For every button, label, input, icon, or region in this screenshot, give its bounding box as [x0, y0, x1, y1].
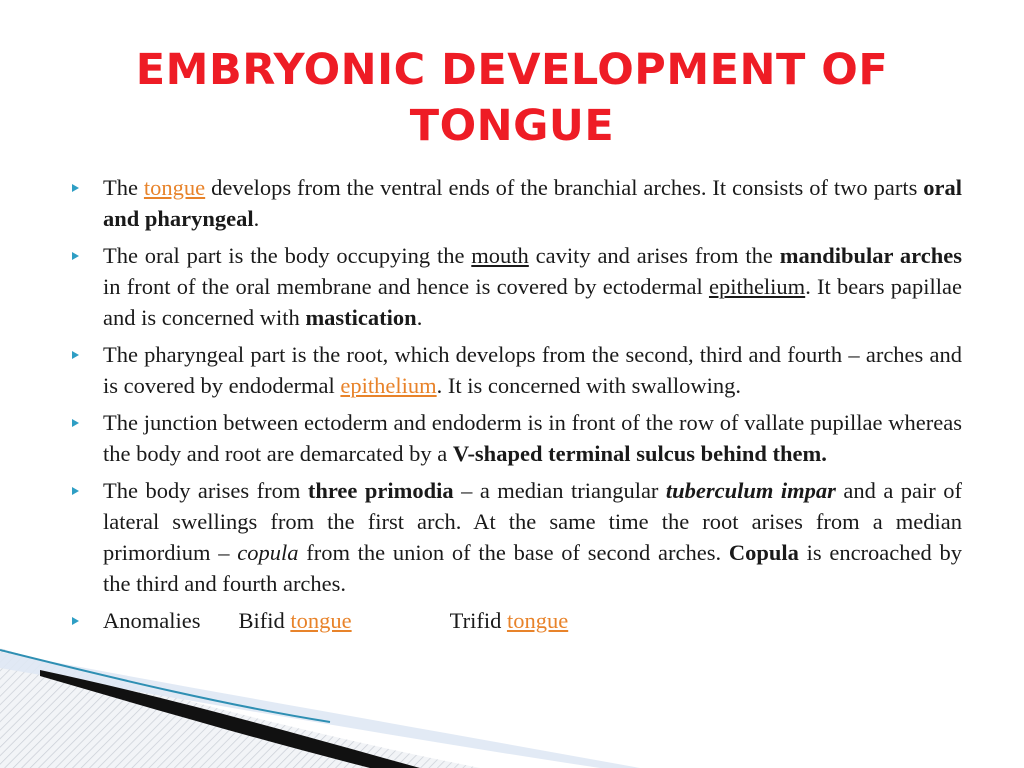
bullet-item-2 [72, 240, 962, 333]
tongue-link[interactable]: tongue [143, 175, 206, 200]
bullet-item-6 [72, 605, 962, 636]
bullet-item-3 [72, 339, 962, 401]
slide-title-line2: TONGUE [409, 101, 615, 151]
blue-swoosh-band [0, 652, 640, 768]
bullet-bold-text: mastication [305, 305, 417, 330]
bullet-bold-italic-text: tuberculum impar [665, 478, 836, 503]
bullet-italic-text: copula [237, 540, 299, 565]
bullet-text: The junction between ectoderm and endoderm is in front of the row of vallate pupillae whereas the body and root are demarcated by a [103, 410, 962, 466]
bullet-arrow-icon [72, 487, 79, 495]
bullet-list [72, 172, 962, 642]
bullet-text: The [103, 175, 144, 200]
black-swoosh [40, 670, 420, 768]
bullet-text: The body arises from [103, 478, 308, 503]
bullet-item-5 [72, 475, 962, 599]
bullet-item-4 [72, 407, 962, 469]
bullet-text: Anomalies [103, 608, 201, 633]
bullet-bold-text: V-shaped terminal sulcus behind them. [452, 441, 827, 466]
bullet-arrow-icon [72, 252, 79, 260]
bullet-text: is encroached by the third and fourth arches. [103, 540, 962, 596]
bullet-text: from the union of the base of second arches. [298, 540, 729, 565]
tongue-link[interactable]: tongue [290, 608, 352, 633]
bullet-text: develops from the ventral ends of the branchial arches. It consists of two parts [205, 175, 924, 200]
bullet-arrow-icon [72, 184, 79, 192]
bullet-text: Trifid [449, 608, 507, 633]
slide-title [60, 42, 964, 154]
bullet-text: in front of the oral membrane and hence is covered by ectodermal [103, 274, 709, 299]
bullet-arrow-icon [72, 617, 79, 625]
bullet-text: . [416, 305, 423, 330]
mouth-link[interactable]: mouth [471, 243, 529, 268]
bullet-text: Bifid [238, 608, 291, 633]
bullet-text: – a median triangular [453, 478, 666, 503]
bullet-text: . It is concerned with swallowing. [436, 373, 741, 398]
teal-swoosh-line [0, 650, 330, 722]
bullet-text: and a pair of lateral swellings from the first arch. At the same time the root arises from a median primordium – [103, 478, 962, 565]
bullet-bold-text: three primodia [307, 478, 454, 503]
bullet-text: The pharyngeal part is the root, which develops from the second, third and fourth – arches and is covered by endodermal [103, 342, 962, 398]
epithelium-link[interactable]: epithelium [340, 373, 437, 398]
hatched-swoosh [0, 648, 480, 768]
bullet-text: cavity and arises from the [528, 243, 780, 268]
bullet-item-1 [72, 172, 962, 234]
epithelium-link[interactable]: epithelium [708, 274, 806, 299]
bullet-bold-text: mandibular arches [779, 243, 963, 268]
bullet-arrow-icon [72, 419, 79, 427]
bullet-text: The oral part is the body occupying the [103, 243, 472, 268]
bullet-text: . It bears papillae and is concerned with [103, 274, 962, 330]
bullet-arrow-icon [72, 351, 79, 359]
slide-title-line1: EMBRYONIC DEVELOPMENT OF [135, 45, 889, 95]
bullet-bold-text: oral and pharyngeal [103, 175, 963, 231]
bullet-text: . [253, 206, 260, 231]
bullet-bold-text: Copula [728, 540, 799, 565]
tongue-link[interactable]: tongue [506, 608, 569, 633]
